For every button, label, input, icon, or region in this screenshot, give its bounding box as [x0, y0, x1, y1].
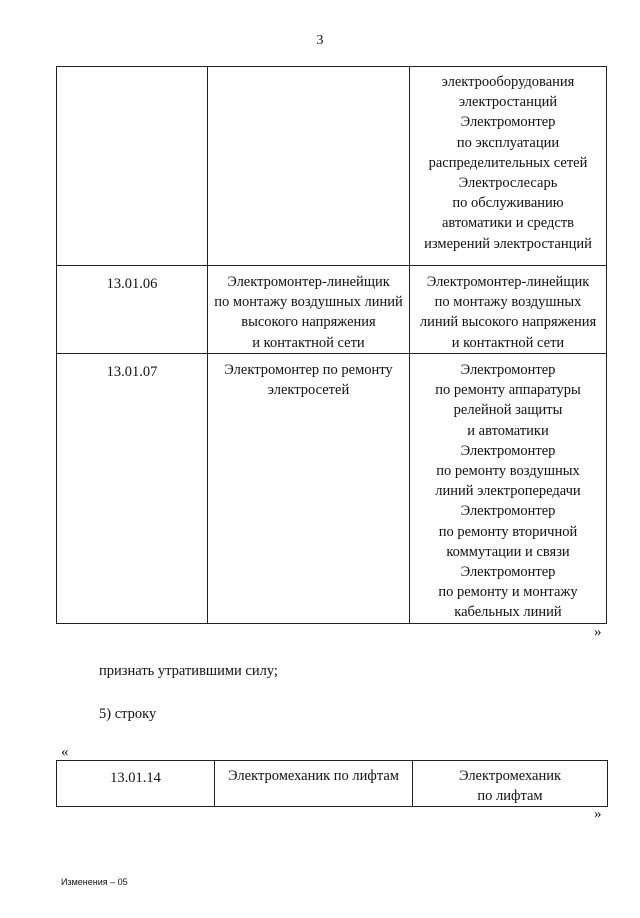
profession-cell	[208, 354, 410, 624]
cell-line: по эксплуатации	[456, 134, 560, 151]
cell-line: по ремонту вторичной	[438, 523, 578, 540]
profession-cell	[208, 67, 410, 266]
cell-line: Электромонтер по ремонту	[224, 362, 393, 378]
cell-line: коммутации и связи	[446, 543, 570, 560]
qualification-cell	[413, 761, 608, 807]
opening-quote: «	[61, 744, 69, 760]
cell-line: Электромонтер	[460, 503, 556, 520]
cell-line: Электромонтер-линейщик	[426, 274, 590, 290]
cell-line: по ремонту воздушных	[436, 463, 580, 480]
cell-line: автоматики и средств	[441, 215, 574, 232]
declared-lost-text: признать утратившими силу;	[99, 663, 278, 679]
closing-quote: »	[594, 806, 602, 822]
cell-line: распределительных сетей	[428, 154, 588, 171]
table-row	[57, 761, 608, 807]
page-number: 3	[316, 33, 324, 48]
cell-line: по обслуживанию	[452, 195, 564, 212]
cell-line: кабельных линий	[454, 604, 562, 621]
cell-line: линий высокого напряжения	[419, 314, 597, 331]
table-row	[57, 67, 607, 266]
cell-line: электростанций	[458, 94, 558, 111]
closing-quote: »	[594, 624, 602, 640]
cell-line: Электромонтер-линейщик	[227, 274, 390, 290]
cell-line: электрооборудования	[441, 74, 575, 90]
cell-line: электросетей	[267, 382, 350, 399]
cell-line: по лифтам	[477, 788, 543, 805]
qualification-cell	[410, 354, 607, 624]
profession-cell	[215, 761, 413, 807]
cell-line: Электромонтер	[460, 362, 556, 378]
profession-cell	[208, 266, 410, 354]
cell-line: Электромонтер	[460, 442, 556, 459]
cell-line: по монтажу воздушных	[434, 294, 582, 311]
cell-line: Электрослесарь	[458, 175, 558, 192]
cell-line: Электромеханик по лифтам	[228, 768, 399, 784]
table-row	[57, 354, 607, 624]
cell-line: по монтажу воздушных линий	[214, 294, 403, 311]
cell-line: по ремонту аппаратуры	[435, 382, 581, 399]
cell-line: и контактной сети	[252, 334, 365, 351]
code-cell: 13.01.14	[57, 761, 215, 807]
qualification-cell	[410, 266, 607, 354]
cell-line: и автоматики	[467, 422, 549, 439]
replaced-row-table	[56, 760, 608, 807]
cell-line: Электромеханик	[458, 768, 562, 784]
item-5-text: 5) строку	[99, 706, 157, 722]
cell-line: высокого напряжения	[241, 314, 376, 331]
cell-line: измерений электростанций	[424, 235, 592, 252]
code-cell: 13.01.06	[57, 266, 208, 354]
cell-line: релейной защиты	[453, 402, 563, 419]
footer-changes-label: Изменения – 05	[61, 877, 128, 887]
cell-line: по ремонту и монтажу	[438, 584, 578, 601]
cell-line: Электромонтер	[460, 114, 556, 131]
code-cell: 13.01.07	[57, 354, 208, 624]
cell-line: и контактной сети	[451, 334, 565, 351]
code-cell	[57, 67, 208, 266]
cell-line: Электромонтер	[460, 564, 556, 581]
table-row	[57, 266, 607, 354]
cell-line: линий электропередачи	[435, 483, 581, 500]
professions-table	[56, 66, 607, 624]
qualification-cell	[410, 67, 607, 266]
